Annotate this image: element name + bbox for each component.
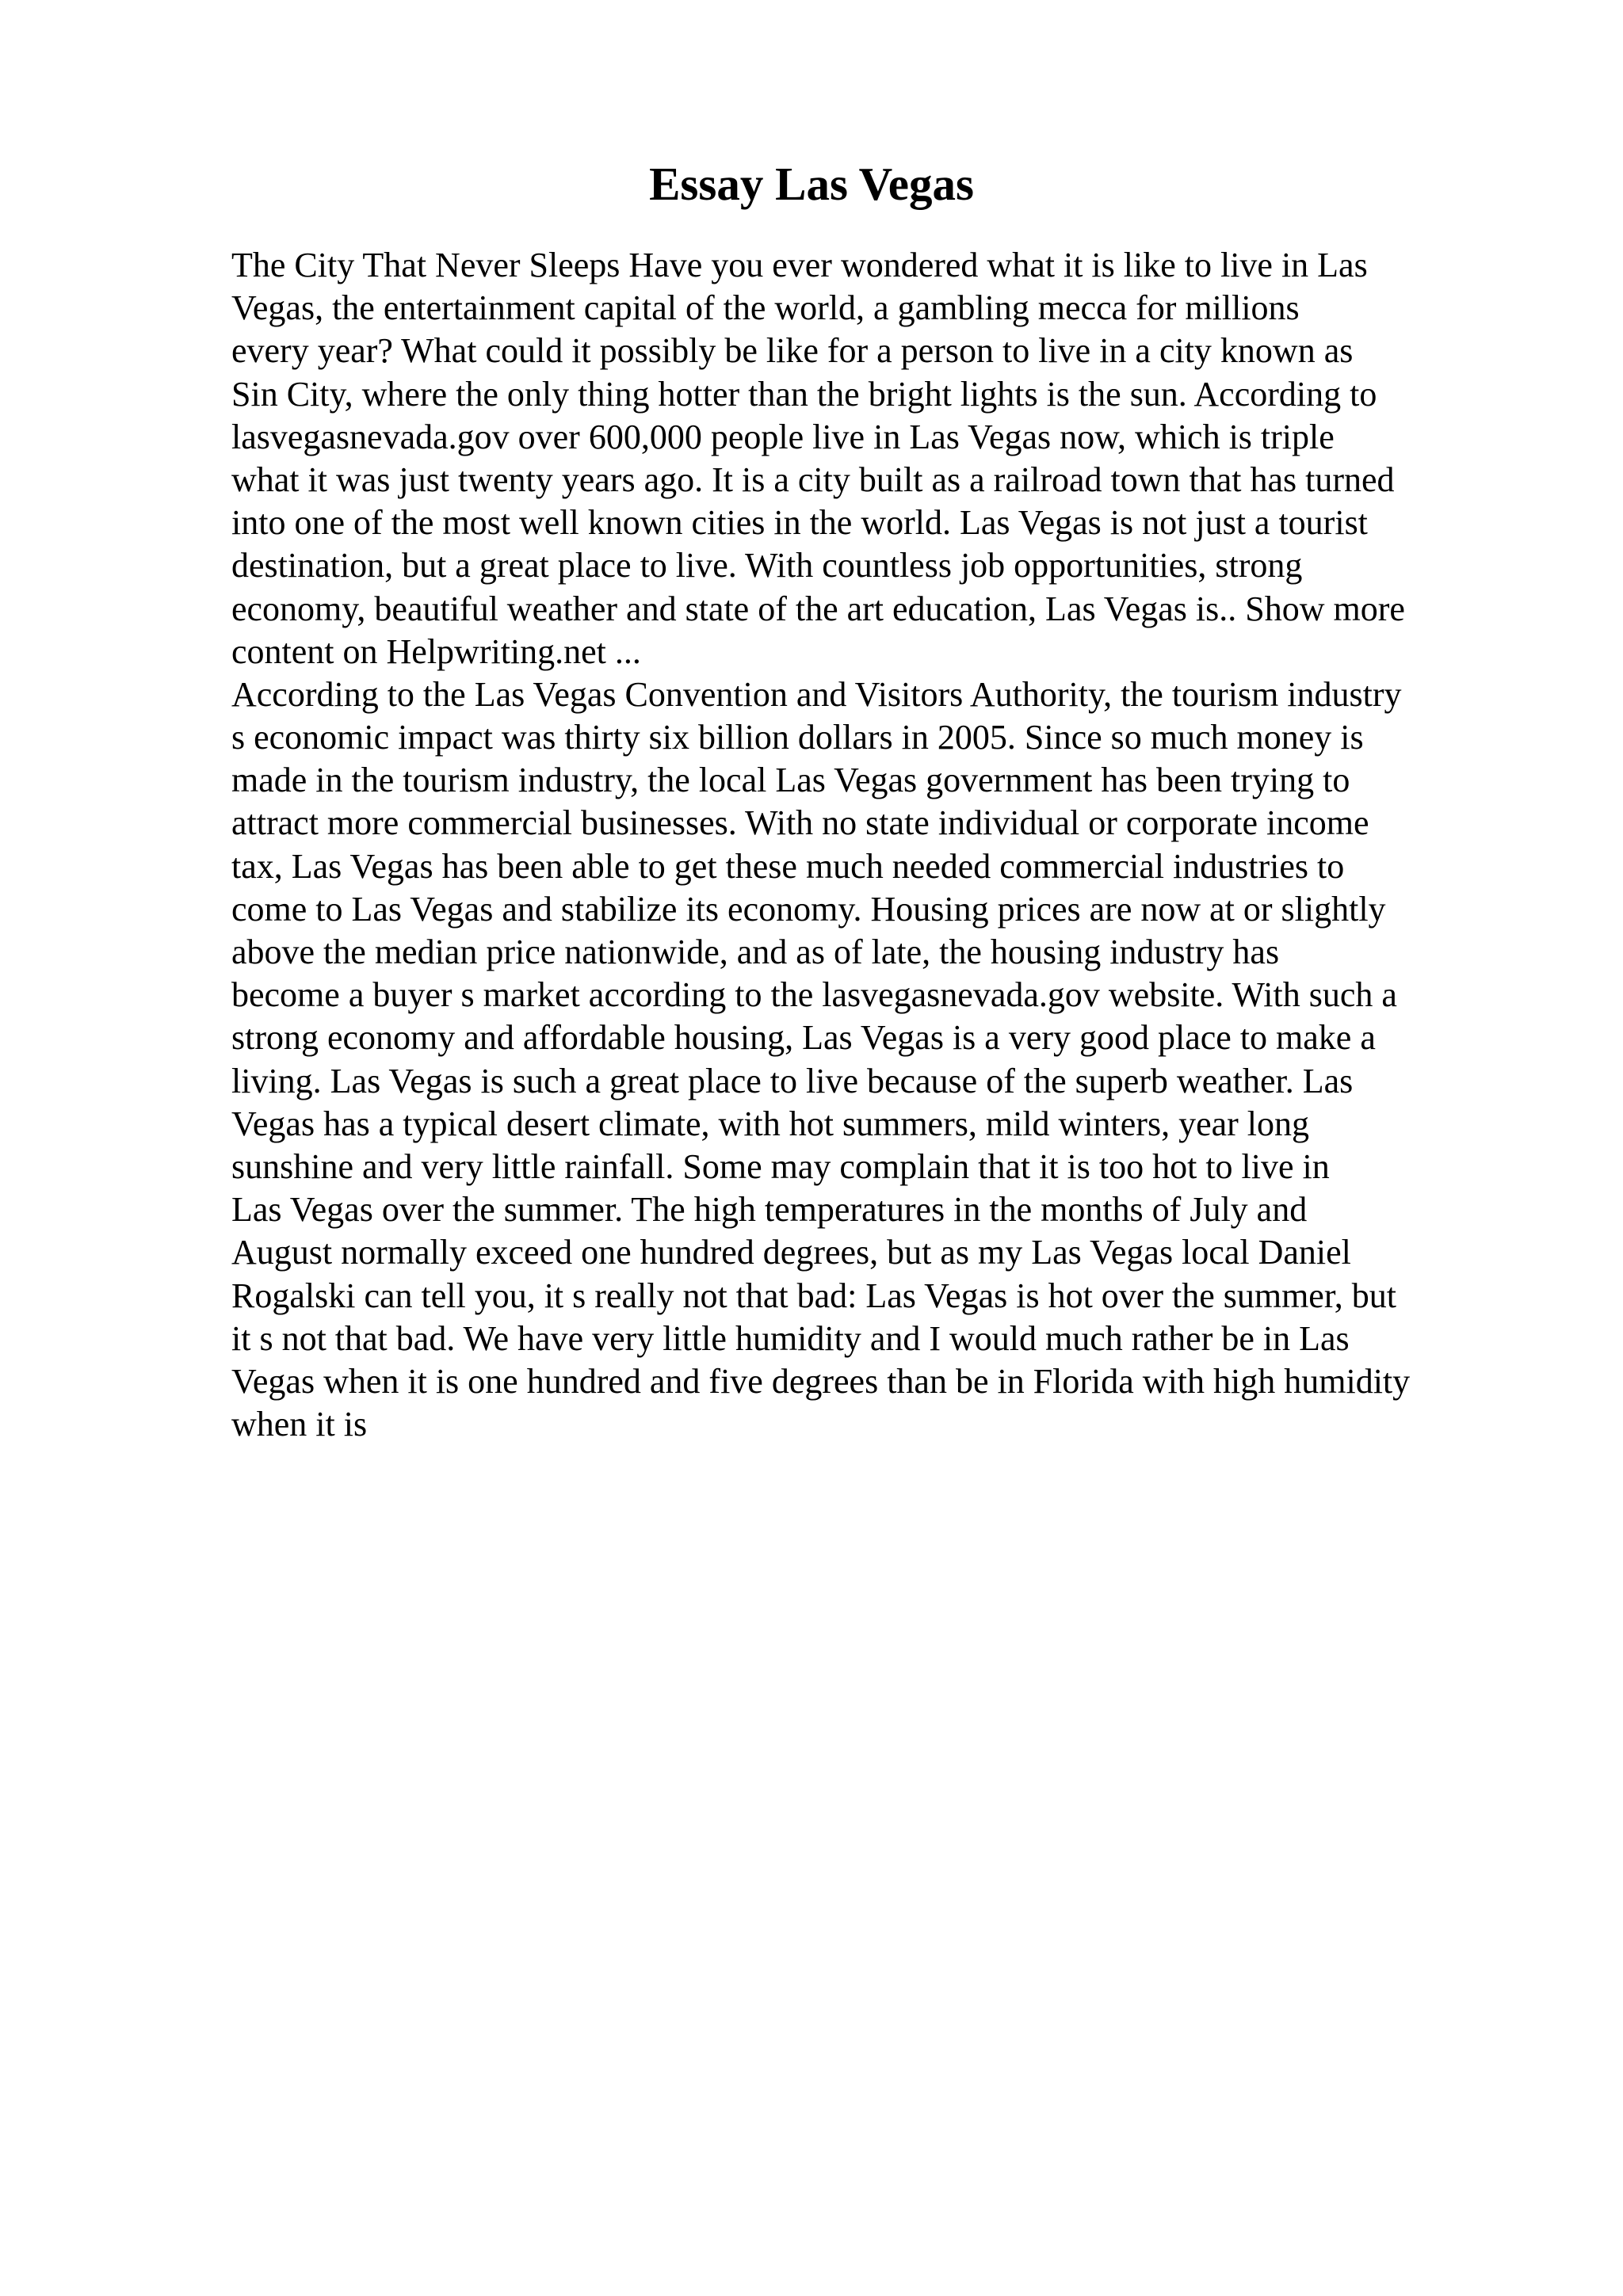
text-line: strong economy and affordable housing, Las Vegas is a very good place to make a xyxy=(231,1018,1376,1058)
text-line: attract more commercial businesses. With no state individual or corporate income xyxy=(231,803,1369,843)
text-line: Sin City, where the only thing hotter than the bright lights is the sun. According to xyxy=(231,374,1377,414)
text-line: Vegas when it is one hundred and five degrees than be in Florida with high humidity xyxy=(231,1361,1411,1401)
text-line: Las Vegas over the summer. The high temperatures in the months of July and xyxy=(231,1190,1308,1230)
text-line: living. Las Vegas is such a great place to live because of the superb weather. Las xyxy=(231,1061,1354,1100)
text-line: what it was just twenty years ago. It is a city built as a railroad town that has turned xyxy=(231,460,1395,499)
text-line: content on Helpwriting.net ... xyxy=(231,631,641,671)
text-line: into one of the most well known cities in the world. Las Vegas is not just a tourist xyxy=(231,503,1368,543)
text-line: economy, beautiful weather and state of the art education, Las Vegas is.. Show more xyxy=(231,589,1405,628)
text-line: become a buyer s market according to the lasvegasnevada.gov website. With such a xyxy=(231,975,1397,1015)
text-line: August normally exceed one hundred degrees, but as my Las Vegas local Daniel xyxy=(231,1233,1351,1272)
text-line: every year? What could it possibly be like for a person to live in a city known as xyxy=(231,331,1354,371)
text-line: made in the tourism industry, the local Las Vegas government has been trying to xyxy=(231,761,1350,800)
text-line: s economic impact was thirty six billion dollars in 2005. Since so much money is xyxy=(231,718,1364,757)
document-title: Essay Las Vegas xyxy=(649,158,974,210)
text-line: The City That Never Sleeps Have you ever wondered what it is like to live in Las xyxy=(231,246,1368,284)
text-line: when it is xyxy=(231,1405,368,1444)
text-line: come to Las Vegas and stabilize its economy. Housing prices are now at or slightly xyxy=(231,889,1386,929)
text-line: sunshine and very little rainfall. Some may complain that it is too hot to live in xyxy=(231,1146,1330,1186)
text-line: tax, Las Vegas has been able to get these much needed commercial industries to xyxy=(231,846,1345,886)
text-line: lasvegasnevada.gov over 600,000 people live in Las Vegas now, which is triple xyxy=(231,417,1335,456)
text-line: above the median price nationwide, and as of late, the housing industry has xyxy=(231,933,1280,971)
text-line: it s not that bad. We have very little humidity and I would much rather be in Las xyxy=(231,1318,1350,1358)
text-line: Vegas has a typical desert climate, with hot summers, mild winters, year long xyxy=(231,1104,1310,1143)
text-line: destination, but a great place to live. With countless job opportunities, strong xyxy=(231,546,1303,585)
text-line: Rogalski can tell you, it s really not that bad: Las Vegas is hot over the summer, but xyxy=(231,1276,1396,1315)
text-line: According to the Las Vegas Convention and Visitors Authority, the tourism industry xyxy=(231,674,1402,714)
text-line: Vegas, the entertainment capital of the world, a gambling mecca for millions xyxy=(231,288,1300,328)
essay-body xyxy=(231,244,1515,1446)
